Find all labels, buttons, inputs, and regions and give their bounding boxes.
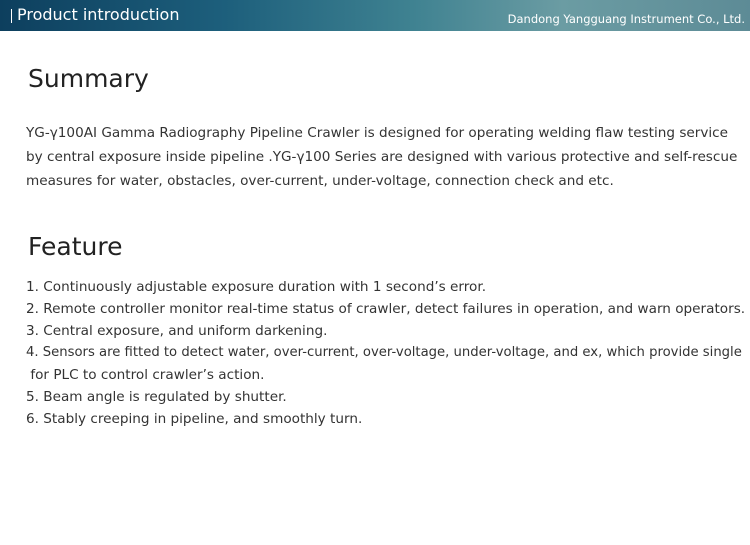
summary-line: measures for water, obstacles, over-current, under-voltage, connection check and etc. (26, 173, 614, 189)
summary-line: YG-γ100AI Gamma Radiography Pipeline Crawler is designed for operating welding flaw testing service (26, 125, 729, 141)
header-banner (0, 0, 750, 31)
feature-item-continuation: for PLC to control crawler’s action. (26, 367, 265, 383)
summary-line: by central exposure inside pipeline .YG-γ100 Series are designed with various protective and self-rescue (26, 149, 738, 165)
feature-item: 4. Sensors are fitted to detect water, over-current, over-voltage, under-voltage, and ex, which provide single (26, 345, 742, 360)
feature-item: 1. Continuously adjustable exposure duration with 1 second’s error. (26, 279, 487, 295)
company-name: Dandong Yangguang Instrument Co., Ltd. (507, 12, 745, 26)
feature-heading: Feature (28, 232, 123, 261)
feature-item: 5. Beam angle is regulated by shutter. (26, 389, 287, 405)
feature-item: 3. Central exposure, and uniform darkening. (26, 323, 328, 339)
feature-item: 2. Remote controller monitor real-time status of crawler, detect failures in operation, and warn operators. (26, 301, 746, 317)
header-title: Product introduction (17, 5, 180, 24)
feature-item: 6. Stably creeping in pipeline, and smoothly turn. (26, 411, 363, 427)
summary-heading: Summary (28, 64, 149, 93)
title-divider (11, 9, 12, 23)
